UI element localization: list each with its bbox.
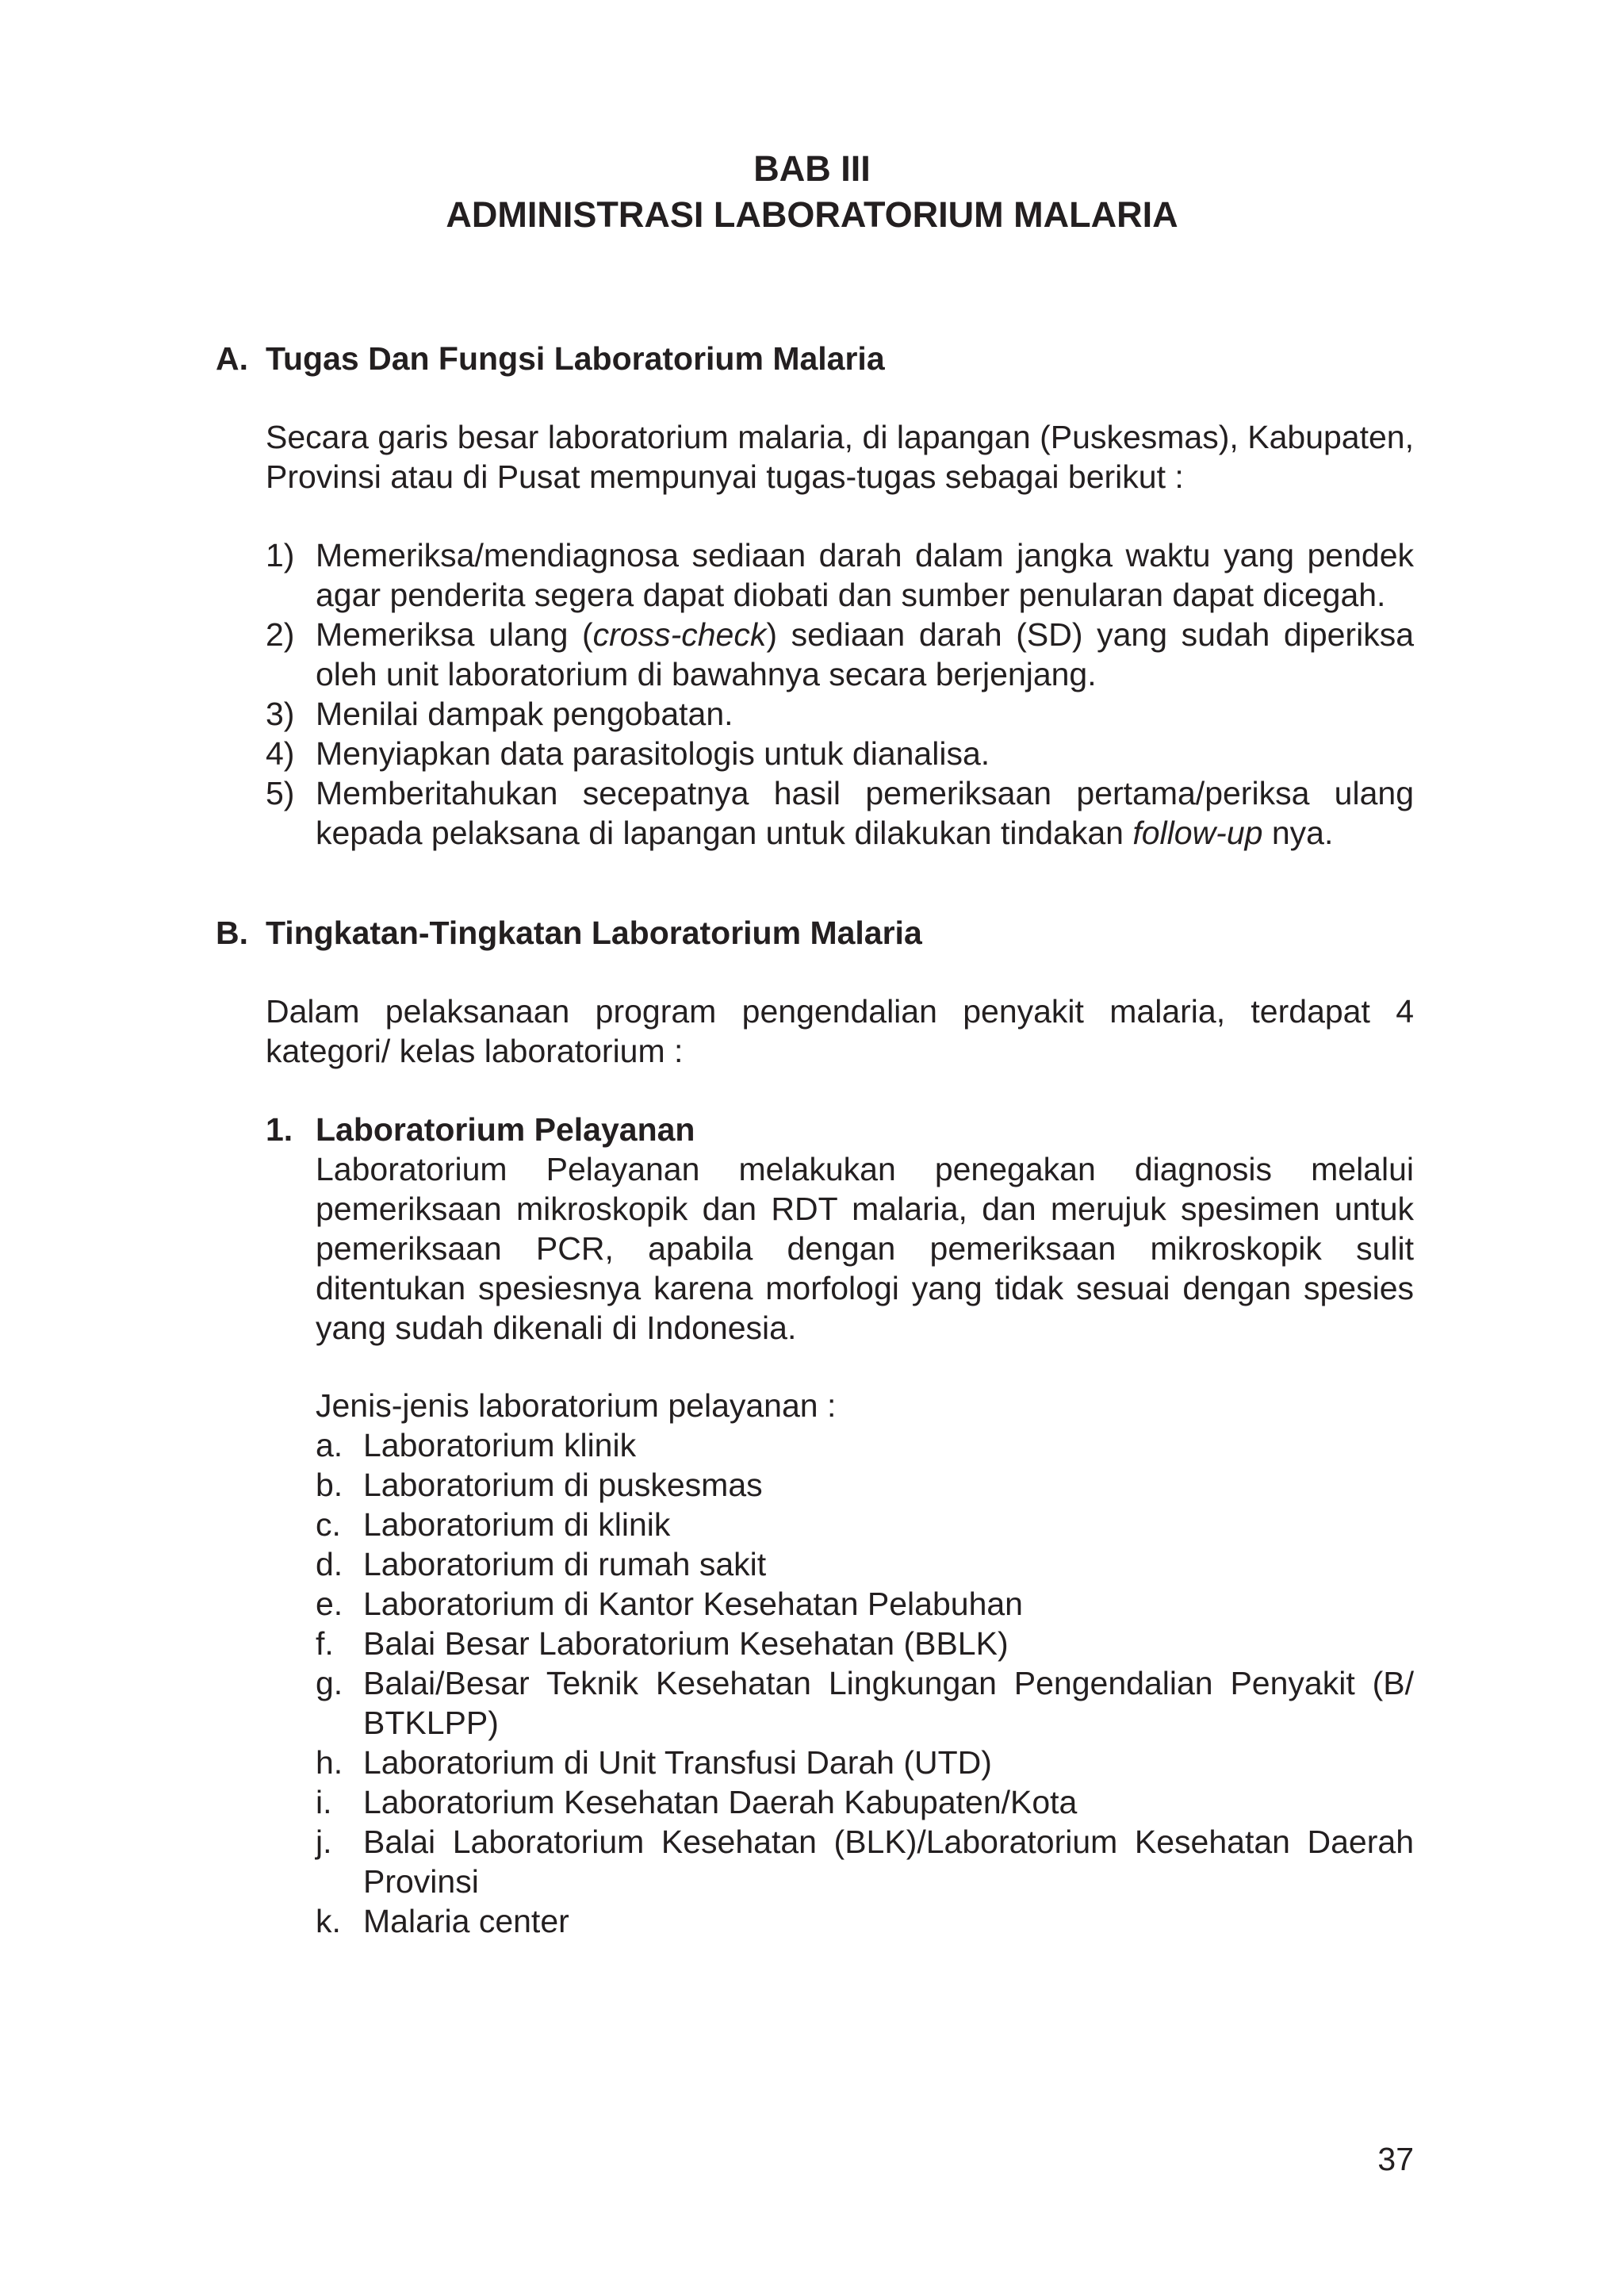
list-item-letter: d. [316, 1546, 343, 1582]
list-item-text: Menyiapkan data parasitologis untuk dianalisa. [316, 735, 990, 772]
list-item [266, 694, 1414, 734]
section-b-intro: Dalam pelaksanaan program pengendalian penyakit malaria, terdapat 4 kategori/ kelas laboratorium : [266, 993, 1414, 1069]
list-item [316, 1743, 1414, 1782]
list-item-text: Laboratorium klinik [363, 1427, 637, 1463]
list-item-text: Laboratorium di puskesmas [363, 1467, 763, 1503]
list-item [266, 535, 1414, 615]
page-number: 37 [1377, 2141, 1414, 2177]
list-item-text: Malaria center [363, 1903, 569, 1939]
list-item-letter: e. [316, 1586, 343, 1622]
chapter-title: ADMINISTRASI LABORATORIUM MALARIA [446, 194, 1178, 235]
list-item [266, 773, 1414, 853]
subsection-1-description: Laboratorium Pelayanan melakukan penegakan diagnosis melalui pemeriksaan mikroskopik dan RDT malaria, dan merujuk spesimen untuk pemeriksaan PCR, apabila dengan pemeriksaan mikroskopik sulit ditentukan spesiesnya karena morfologi yang tidak sesuai dengan spesies yang sudah dikenali di Indonesia. [316, 1151, 1414, 1346]
list-item-text: Laboratorium di Unit Transfusi Darah (UTD) [363, 1744, 992, 1781]
list-item-number: 2) [266, 616, 295, 653]
list-item-text: Laboratorium di Kantor Kesehatan Pelabuhan [363, 1586, 1023, 1622]
list-item-letter: h. [316, 1744, 343, 1781]
list-item-text-after: nya. [1262, 815, 1334, 851]
section-a-label: A. [216, 340, 248, 377]
list-item-text: Laboratorium di klinik [363, 1506, 671, 1543]
list-item-letter: g. [316, 1665, 343, 1701]
list-item [316, 1782, 1414, 1822]
list-item [316, 1544, 1414, 1584]
list-item-letter: b. [316, 1467, 343, 1503]
subsection-1-title: Laboratorium Pelayanan [316, 1111, 695, 1148]
list-item [316, 1663, 1414, 1743]
list-item-letter: i. [316, 1784, 332, 1820]
list-item [316, 1425, 1414, 1465]
list-item-text-italic: cross-check [592, 616, 767, 653]
list-item [316, 1822, 1414, 1901]
list-item-letter: f. [316, 1625, 334, 1662]
list-item-text: Balai Besar Laboratorium Kesehatan (BBLK) [363, 1625, 1009, 1662]
section-a-intro: Secara garis besar laboratorium malaria, di lapangan (Puskesmas), Kabupaten, Provinsi atau di Pusat mempunyai tugas-tugas sebagai berikut : [266, 419, 1414, 495]
list-item [266, 615, 1414, 694]
list-item [316, 1901, 1414, 1941]
chapter-number: BAB III [753, 148, 871, 189]
list-item [316, 1505, 1414, 1544]
list-item-text: Balai Laboratorium Kesehatan (BLK)/Laboratorium Kesehatan Daerah Provinsi [363, 1824, 1414, 1900]
list-item-number: 5) [266, 775, 295, 811]
list-item [316, 1465, 1414, 1505]
section-b-label: B. [216, 915, 248, 951]
lab-types-intro: Jenis-jenis laboratorium pelayanan : [316, 1387, 837, 1424]
list-item-text-italic: follow-up [1132, 815, 1263, 851]
list-item [316, 1584, 1414, 1624]
list-item-text: Laboratorium di rumah sakit [363, 1546, 767, 1582]
list-item-number: 4) [266, 735, 295, 772]
list-item-text-before: Memberitahukan secepatnya hasil pemeriksaan pertama/periksa ulang kepada pelaksana di lapangan untuk dilakukan tindakan [316, 775, 1414, 851]
list-item-text-after: ) sediaan darah (SD) yang sudah diperiksa oleh unit laboratorium di bawahnya secara berjenjang. [316, 616, 1414, 692]
list-item-letter: a. [316, 1427, 343, 1463]
list-item-text: Balai/Besar Teknik Kesehatan Lingkungan Pengendalian Penyakit (B/ BTKLPP) [363, 1665, 1414, 1741]
list-item-text: Laboratorium Kesehatan Daerah Kabupaten/Kota [363, 1784, 1078, 1820]
list-item-letter: k. [316, 1903, 341, 1939]
section-a-task-list [266, 535, 1414, 853]
list-item-letter: j. [316, 1824, 332, 1860]
list-item [266, 734, 1414, 773]
section-a-title: Tugas Dan Fungsi Laboratorium Malaria [266, 340, 885, 377]
list-item-text: Menilai dampak pengobatan. [316, 696, 733, 732]
list-item-number: 1) [266, 537, 295, 573]
list-item-letter: c. [316, 1506, 341, 1543]
subsection-1-label: 1. [266, 1111, 293, 1148]
list-item-text: Memeriksa/mendiagnosa sediaan darah dalam jangka waktu yang pendek agar penderita segera dapat diobati dan sumber penularan dapat dicegah. [316, 537, 1414, 613]
list-item [316, 1624, 1414, 1663]
list-item-number: 3) [266, 696, 295, 732]
lab-types-list [316, 1425, 1414, 1941]
section-b-title: Tingkatan-Tingkatan Laboratorium Malaria [266, 915, 922, 951]
list-item-text-before: Memeriksa ulang ( [316, 616, 593, 653]
